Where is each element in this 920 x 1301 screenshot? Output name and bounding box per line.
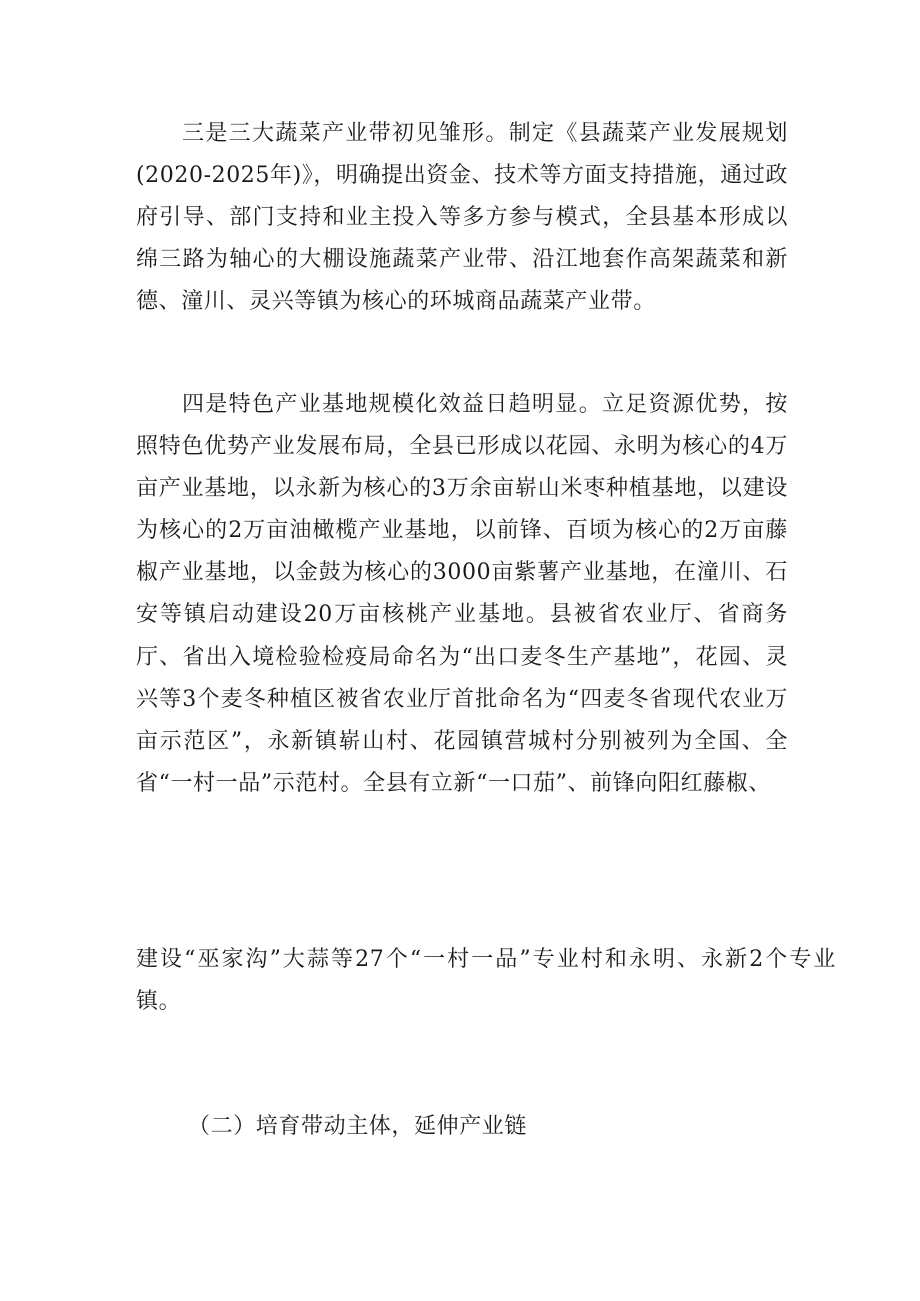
section-heading: （二）培育带动主体，延伸产业链 xyxy=(188,1114,528,1139)
paragraph-vegetable-belts: 三是三大蔬菜产业带初见雏形。制定《县蔬菜产业发展规划(2020-2025年)》，明确提出资金、技术等方面支持措施，通过政府引导、部门支持和业主投入等多方参与模式，全县基本形成以绵三路为轴心的大棚设施蔬菜产业带、沿江地套作高架蔬菜和新德、潼川、灵兴等镇为核心的环城商品蔬菜产业带。 xyxy=(136,121,788,315)
paragraph-specialty-villages: 建设“巫家沟”大蒜等27个“一村一品”专业村和永明、永新2个专业镇。 xyxy=(136,947,836,1015)
paragraph-specialty-bases: 四是特色产业基地规模化效益日趋明显。立足资源优势，按照特色优势产业发展布局，全县已形成以花园、永明为核心的4万亩产业基地，以永新为核心的3万余亩崭山米枣种植基地，以建设为核心的2万亩油橄榄产业基地，以前锋、百顷为核心的2万亩藤椒产业基地，以金鼓为核心的3000亩紫薯产业基地，在潼川、石安等镇启动建设20万亩核桃产业基地。县被省农业厅、省商务厅、省出入境检验检疫局命名为“出口麦冬生产基地”，花园、灵兴等3个麦冬种植区被省农业厅首批命名为“四麦冬省现代农业万亩示范区”，永新镇崭山村、花园镇营城村分别被列为全国、全省“一村一品”示范村。全县有立新“一口茄”、前锋向阳红藤椒、 xyxy=(136,392,788,796)
